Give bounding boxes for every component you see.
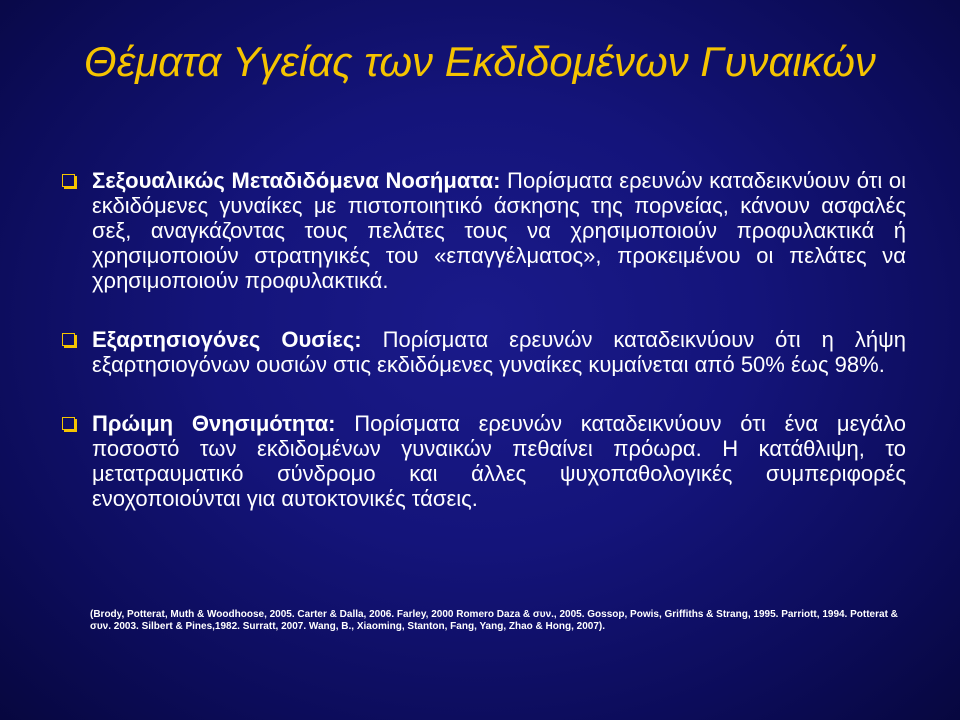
bullet-list	[60, 168, 906, 521]
bullet-text: Πορίσματα ερευνών καταδεικνύουν ότι ένα μεγάλο ποσοστό των εκδιδομένων γυναικών πεθαίνει πρόωρα. Η κατάθλιψη, το μετατραυματικό σύνδρομο και άλλες ψυχοπαθολογικές συμπεριφορές ενοχοποιούνται για αυτοκτονικές τάσεις.	[92, 411, 906, 511]
bullet-heading: Εξαρτησιογόνες Ουσίες:	[92, 327, 362, 352]
hollow-square-bullet-icon	[62, 333, 75, 346]
bullet-text: Πορίσματα ερευνών καταδεικνύουν ότι η λήψη εξαρτησιογόνων ουσιών στις εκδιδόμενες γυναίκες κυμαίνεται από 50% έως 98%.	[92, 327, 906, 377]
bullet-heading: Πρώιμη Θνησιμότητα:	[92, 411, 336, 436]
bullet-item-substances	[60, 327, 906, 377]
hollow-square-bullet-icon	[62, 174, 75, 187]
slide-title: Θέματα Υγείας των Εκδιδομένων Γυναικών	[84, 38, 876, 85]
bullet-heading: Σεξουαλικώς Μεταδιδόμενα Νοσήματα:	[92, 168, 501, 193]
bullet-item-std	[60, 168, 906, 293]
bullet-text: Πορίσματα ερευνών καταδεικνύουν ότι οι εκδιδόμενες γυναίκες με πιστοποιητικό άσκησης της πορνείας, κάνουν ασφαλές σεξ, αναγκάζοντας τους πελάτες τους να χρησιμοποιούν προφυλακτικά ή χρησιμοποιούν στρατηγικές του «επαγγέλματος», προκειμένου οι πελάτες να χρησιμοποιούν προφυλακτικά.	[92, 168, 906, 293]
hollow-square-bullet-icon	[62, 417, 75, 430]
references: (Brody, Potterat, Muth & Woodhoose, 2005. Carter & Dalla, 2006. Farley, 2000 Romero Daza & συν., 2005. Gossop, Powis, Griffiths & Strang, 1995. Parriott, 1994. Potterat & συν. 2003. Silbert & Pines,1982. Surratt, 2007. Wang, B., Xiaoming, Stanton, Fang, Yang, Zhao & Hong, 2007).	[90, 609, 898, 632]
bullet-item-mortality	[60, 411, 906, 511]
